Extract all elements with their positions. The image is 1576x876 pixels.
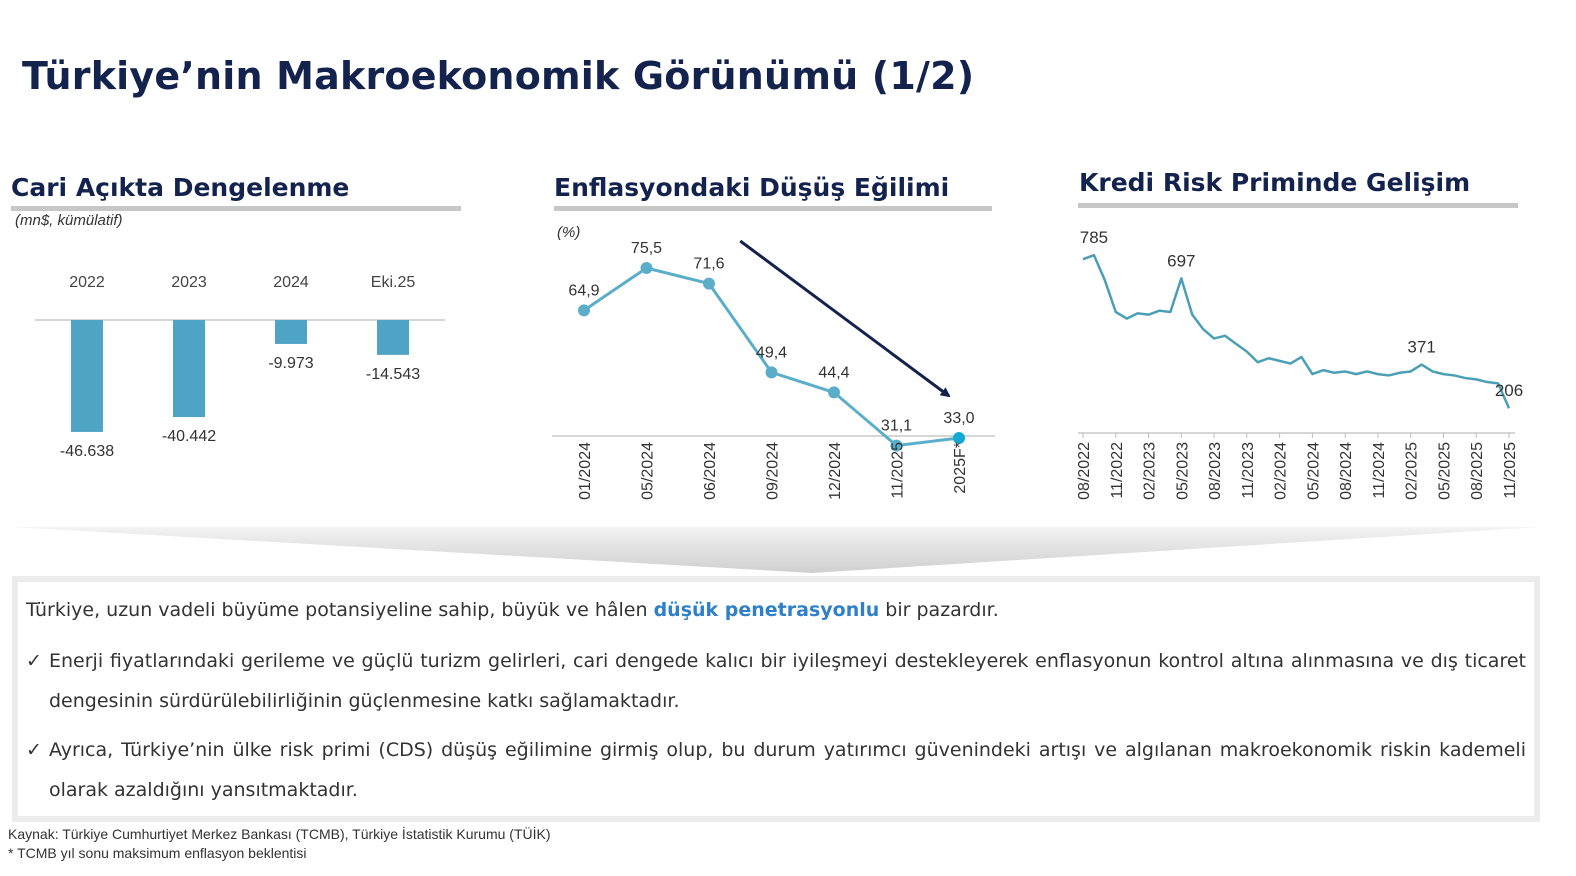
bar-category-label: 2024 [273,274,309,291]
data-label: 75,5 [630,240,663,257]
current-account-subtitle: (mn$, kümülatif) [15,212,123,229]
x-tick-label: 02/2025 [1403,442,1421,500]
data-label: 49,4 [755,344,788,362]
summary-bullet-text: Enerji fiyatlarındaki gerileme ve güçlü turizm gelirleri, cari dengede kalıcı bir iyileşmeyi destekleyerek enflasyonun kontrol altına alınmasına ve dış ticaret dengesinin sürdürülebilirliğinin güçlenmesine katkı sağlamaktadır. [49,650,1526,712]
bar-category-label: Eki.25 [370,274,416,291]
x-tick-label: 11/2025 [889,442,907,499]
x-tick-label: 2025F* [952,442,969,494]
data-label: 31,1 [880,417,913,435]
checkmark-icon: ✓ [26,739,42,761]
inflation-line-chart [550,220,1000,520]
x-tick-label: 05/2023 [1174,442,1192,500]
inflation-title-rule [554,206,992,211]
bar-value-label: -14.543 [365,365,421,383]
x-tick-label: 09/2024 [764,442,782,500]
x-tick-label: 01/2024 [577,442,594,500]
transition-banner [12,525,1540,575]
bar [377,320,409,355]
inflation-title: Enflasyondaki Düşüş Eğilimi [554,173,950,202]
data-point [578,304,590,316]
bar-category-label: 2023 [171,274,207,291]
cds-annotation-label: 371 [1407,337,1436,357]
x-tick-label: 12/2024 [827,442,844,500]
summary-intro-end: bir pazardır. [879,599,999,621]
summary-bullet-text: Ayrıca, Türkiye’nin ülke risk primi (CDS) düşüş eğilimine girmiş olup, bu durum yatırımcı güvenindeki artışı ve algılanan makroekonomik riskin kademeli olarak azaldığını yansıtmaktadır. [49,739,1526,801]
cds-annotation-label: 785 [1079,228,1109,248]
summary-intro-text: Türkiye, uzun vadeli büyüme potansiyeline sahip, büyük ve hâlen [26,599,654,621]
x-tick-label: 08/2025 [1469,442,1487,500]
data-label: 64,9 [568,282,600,300]
x-tick-label: 11/2022 [1108,442,1126,499]
cds-title: Kredi Risk Priminde Gelişim [1079,168,1471,197]
bar [173,320,205,417]
inflation-unit-label: (%) [557,224,581,241]
x-tick-label: 11/2024 [1370,442,1388,499]
summary-intro [26,597,1526,623]
data-point [641,262,653,274]
x-tick-label: 08/2022 [1076,442,1093,500]
data-point [703,278,715,290]
cds-annotation-label: 697 [1167,251,1196,271]
x-tick-label: 11/2025 [1502,442,1519,499]
bar [71,320,103,432]
cds-line-chart [1070,225,1530,525]
x-tick-label: 02/2023 [1141,442,1159,500]
current-account-title: Cari Açıkta Dengelenme [11,173,350,202]
data-point [828,386,840,398]
bar-value-label: -9.973 [268,354,314,372]
summary-highlight: düşük penetrasyonlu [653,599,880,621]
x-tick-label: 02/2024 [1272,442,1290,500]
data-label: 71,6 [693,255,725,273]
x-tick-label: 11/2023 [1239,442,1257,499]
current-account-bar-chart [20,260,460,470]
x-tick-label: 06/2024 [702,442,719,500]
x-tick-label: 05/2025 [1436,442,1454,500]
data-label: 44,4 [818,364,850,382]
cds-title-rule [1078,203,1518,208]
cds-series-line [1083,255,1509,408]
page-title: Türkiye’nin Makroekonomik Görünümü (1/2) [22,54,975,98]
bar-value-label: -46.638 [59,442,115,460]
current-account-title-rule [11,206,461,211]
bar [275,320,307,344]
source-footnote: Kaynak: Türkiye Cumhurtiyet Merkez Bankası (TCMB), Türkiye İstatistik Kurumu (TÜİK) [8,826,551,842]
bar-category-label: 2022 [69,274,105,291]
x-tick-label: 08/2024 [1338,442,1356,500]
x-tick-label: 08/2023 [1207,442,1225,500]
summary-bullet-1 [26,641,1526,721]
data-label: 33,0 [943,410,975,427]
cds-annotation-label: 206 [1494,381,1524,401]
forecast-footnote: * TCMB yıl sonu maksimum enflasyon beklentisi [8,845,307,861]
x-tick-label: 05/2024 [1305,442,1323,500]
data-point [766,366,778,378]
x-tick-label: 05/2024 [639,442,657,500]
summary-bullet-2 [26,730,1526,810]
bar-value-label: -40.442 [161,428,217,446]
checkmark-icon: ✓ [26,650,42,672]
